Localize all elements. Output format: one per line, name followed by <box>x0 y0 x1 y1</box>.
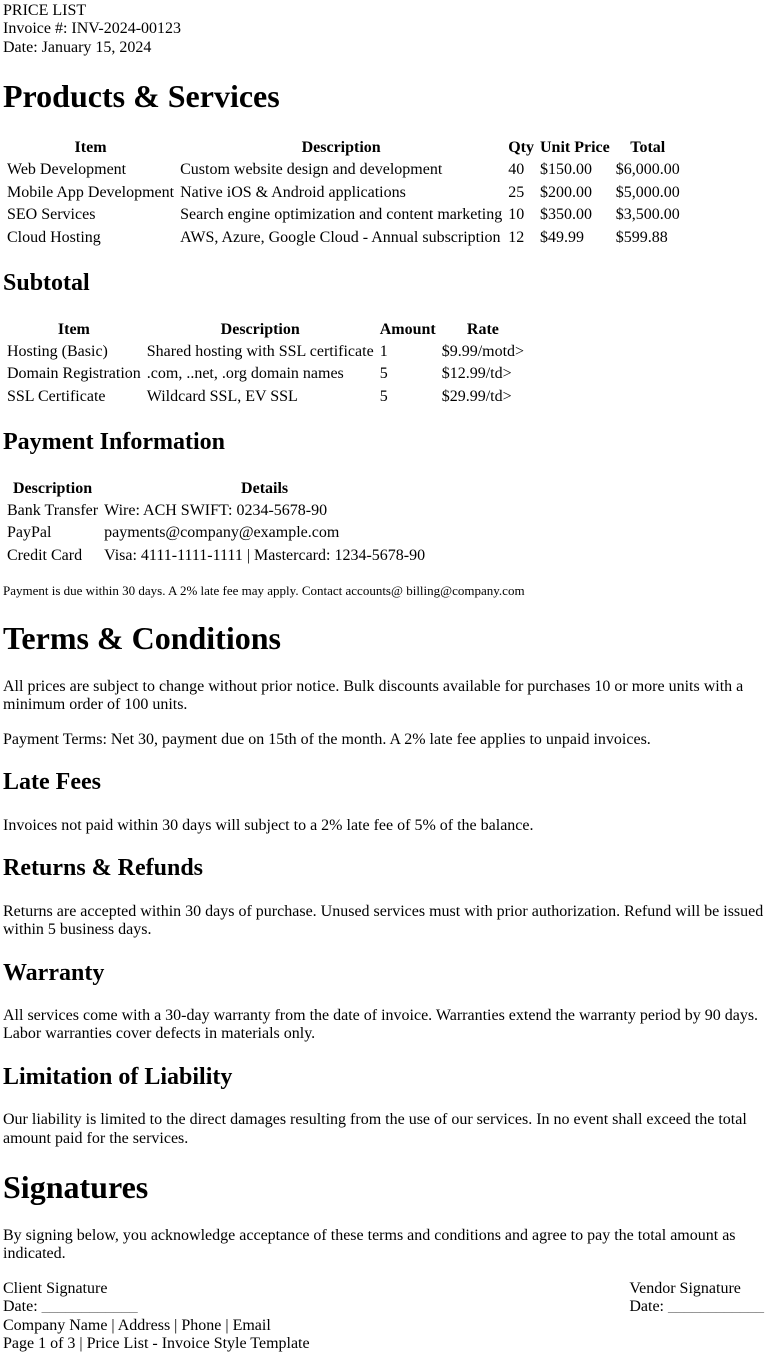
table-header-row <box>5 138 682 158</box>
table-cell: $29.99/td> <box>441 387 512 405</box>
table-cell: Hosting (Basic) <box>7 342 108 360</box>
column-header: Total <box>630 138 666 156</box>
table-cell: Bank Transfer <box>7 502 99 520</box>
table-cell: 10 <box>508 206 525 224</box>
column-header: Amount <box>379 320 436 338</box>
table-cell: 40 <box>508 161 525 179</box>
table-header-row <box>5 479 427 499</box>
returns-paragraph: Returns are accepted within 30 days of purchase. Unused services must with prior authorization. Refund will be issued within 5 business days. <box>3 902 764 939</box>
table-cell: $9.99/motd> <box>441 342 525 360</box>
table-cell: .com, ..net, .org domain names <box>146 365 344 383</box>
warranty-paragraph: All services come with a 30-day warranty from the date of invoice. Warranties extend the warranty period by 90 days. Labor warranties cover defects in materials only. <box>3 1007 759 1043</box>
table-cell: 5 <box>379 365 388 383</box>
table-cell: $49.99 <box>540 228 584 246</box>
liability-paragraph: Our liability is limited to the direct damages resulting from the use of our services. In no event shall exceed the total amount paid for the services. <box>3 1111 747 1147</box>
signatures-title: Signatures <box>3 1169 149 1206</box>
terms-conditions-title: Terms & Conditions <box>3 620 281 657</box>
table-cell: $150.00 <box>540 161 592 179</box>
table-cell: SEO Services <box>7 206 96 224</box>
table-row <box>5 205 682 225</box>
column-header: Description <box>301 138 381 156</box>
table-row <box>5 228 682 248</box>
client-signature-area <box>3 1280 138 1317</box>
table-cell: $350.00 <box>540 206 592 224</box>
column-header: Item <box>57 320 90 338</box>
table-cell: Wire: ACH SWIFT: 0234-5678-90 <box>104 502 328 520</box>
table-header-row <box>5 320 526 340</box>
table-cell: AWS, Azure, Google Cloud - Annual subscription <box>180 228 501 246</box>
table-cell: Shared hosting with SSL certificate <box>146 342 374 360</box>
table-cell: 1 <box>379 342 388 360</box>
table-row <box>5 387 526 407</box>
client-signature-label: Client Signature <box>3 1279 108 1297</box>
table-row <box>5 364 526 384</box>
table-cell: Web Development <box>7 161 127 179</box>
table-cell: 5 <box>379 387 388 405</box>
table-row <box>5 342 526 362</box>
late-fees-title: Late Fees <box>3 769 101 796</box>
vendor-date-label: Date: <box>629 1298 664 1316</box>
warranty-title: Warranty <box>3 959 105 986</box>
table-row <box>5 546 427 566</box>
column-header: Rate <box>466 320 499 338</box>
table-cell: $3,500.00 <box>615 206 680 224</box>
table-cell: SSL Certificate <box>7 387 106 405</box>
table-cell: Custom website design and development <box>180 161 443 179</box>
table-cell: Cloud Hosting <box>7 228 101 246</box>
column-header: Item <box>74 138 107 156</box>
table-cell: $599.88 <box>615 228 668 246</box>
table-cell: Mobile App Development <box>7 183 175 201</box>
returns-refunds-title: Returns & Refunds <box>3 855 204 882</box>
products-table <box>3 136 684 250</box>
table-cell: 25 <box>508 183 525 201</box>
table-cell: Credit Card <box>7 546 83 564</box>
table-row <box>5 183 682 203</box>
table-row <box>5 501 427 521</box>
payment-information-title: Payment Information <box>3 429 225 456</box>
client-date-label: Date: <box>3 1298 38 1316</box>
terms-paragraph-1: All prices are subject to change without prior notice. Bulk discounts available for purchases 10 or more units with a minimum order of 100 units. <box>3 677 744 714</box>
table-row <box>5 523 427 543</box>
vendor-date-line <box>629 1298 764 1316</box>
table-cell: $12.99/td> <box>441 365 512 383</box>
payment-note: Payment is due within 30 days. A 2% late fee may apply. Contact accounts@ billing@company.com <box>3 583 525 599</box>
payment-table <box>3 477 429 569</box>
column-header: Unit Price <box>540 138 610 156</box>
signatures-paragraph: By signing below, you acknowledge acceptance of these terms and conditions and agree to pay the total amount as indicated. <box>3 1227 736 1263</box>
client-date-line <box>3 1298 138 1316</box>
document-header <box>3 2 764 57</box>
invoice-date: Date: January 15, 2024 <box>3 38 152 56</box>
table-cell: $200.00 <box>540 183 592 201</box>
products-services-title: Products & Services <box>3 78 280 115</box>
table-cell: Native iOS & Android applications <box>180 183 406 201</box>
table-cell: Domain Registration <box>7 365 141 383</box>
table-cell: Wildcard SSL, EV SSL <box>146 387 298 405</box>
table-row <box>5 160 682 180</box>
table-cell: $5,000.00 <box>615 183 680 201</box>
subtotal-table <box>3 318 528 410</box>
liability-title: Limitation of Liability <box>3 1063 233 1090</box>
table-cell: PayPal <box>7 524 52 542</box>
vendor-signature-label: Vendor Signature <box>629 1279 741 1297</box>
table-cell: Visa: 4111-1111-1111 | Mastercard: 1234-5678-90 <box>104 546 426 564</box>
footer-company-line: Company Name | Address | Phone | Email <box>3 1316 271 1334</box>
table-cell: 12 <box>508 228 525 246</box>
column-header: Description <box>13 479 93 497</box>
doc-type: PRICE LIST <box>3 2 87 19</box>
table-cell: Search engine optimization and content marketing <box>180 206 503 224</box>
column-header: Qty <box>508 138 534 156</box>
client-date-fill: ____________ <box>41 1298 138 1316</box>
table-cell: $6,000.00 <box>615 161 680 179</box>
vendor-signature-area <box>629 1280 764 1317</box>
table-cell: payments@company@example.com <box>104 524 340 542</box>
subtotal-title: Subtotal <box>3 269 90 296</box>
vendor-date-fill: ____________ <box>668 1298 764 1316</box>
signature-block <box>3 1280 764 1317</box>
footer-page-line: Page 1 of 3 | Price List - Invoice Style Template <box>3 1335 310 1352</box>
column-header: Details <box>241 479 289 497</box>
late-fees-paragraph: Invoices not paid within 30 days will subject to a 2% late fee of 5% of the balance. <box>3 816 534 834</box>
column-header: Description <box>220 320 300 338</box>
invoice-number: Invoice #: INV-2024-00123 <box>3 20 182 38</box>
terms-paragraph-2: Payment Terms: Net 30, payment due on 15th of the month. A 2% late fee applies to unpaid invoices. <box>3 730 651 748</box>
